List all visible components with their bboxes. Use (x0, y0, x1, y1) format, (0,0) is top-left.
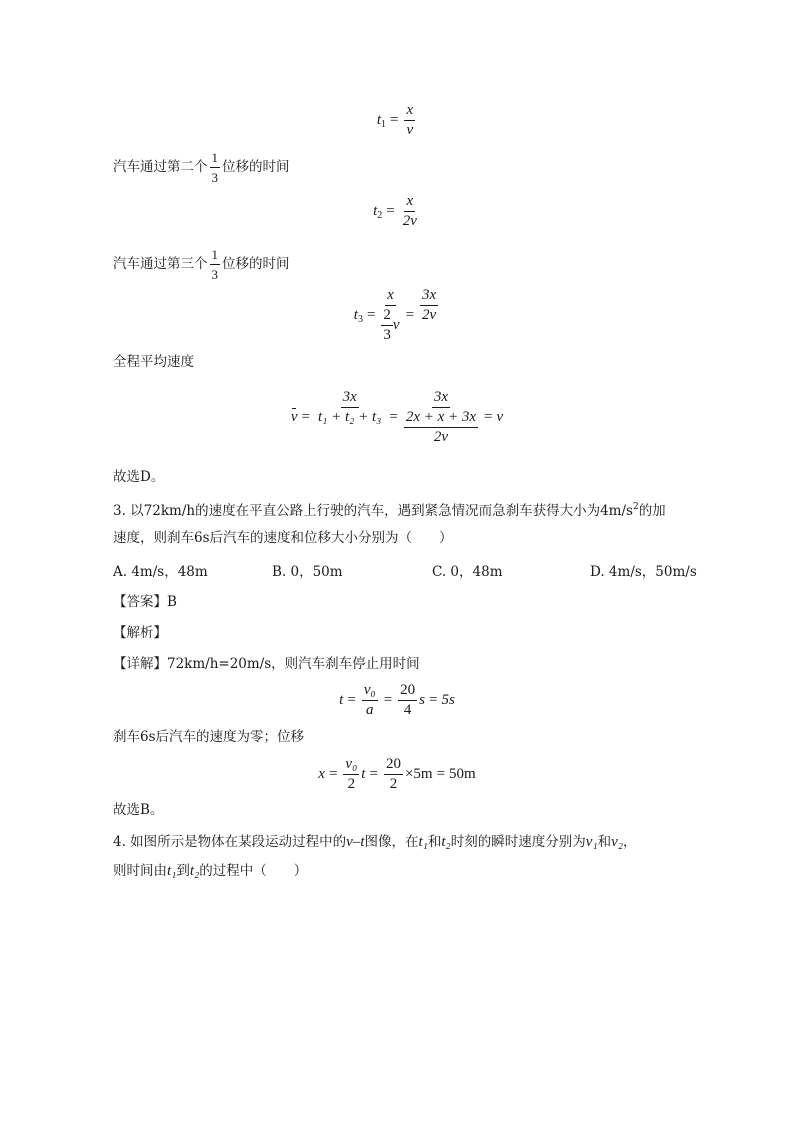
conclusion-b: 故选B。 (113, 802, 164, 818)
q4-line1: 4. 如图所示是物体在某段运动过程中的v–t图像，在t₁和t₂时刻的瞬时速度分别为v₁和v₂， (113, 834, 637, 850)
q3-after-eq1: 刹车6s后汽车的速度为零；位移 (113, 729, 305, 745)
t1-fraction: $\frac{x}{v}$ (406, 102, 414, 138)
q3-line1: 3. 以72km/h的速度在平直公路上行驶的汽车，遇到紧急情况而急刹车获得大小为$4m/s^2$的加 (113, 502, 666, 519)
text-third-third: 汽车通过第三个 $\frac{1}{3}$ 位移的时间 (113, 247, 290, 282)
formula-t2: $t_2$ = $\frac{x}{2v}$ (373, 193, 417, 229)
formula-t3: $t_3$ = x $\frac{2}{3}$ v = $\frac{3x}{2v}$ (353, 287, 437, 343)
q4-line2: 则时间由t₁到t₂的过程中（ ） (113, 863, 308, 879)
q3-option-a: A. 4m/s，48m (113, 564, 208, 580)
conclusion-d: 故选D。 (113, 469, 165, 485)
avg-speed-label: 全程平均速度 (113, 354, 194, 370)
t1-lhs: $t_1$ (376, 111, 387, 130)
formula-average-speed: v = $\frac{3x}{\text{t₁ + t₂ + t₃}}$ = $\frac{3x}{\frac{2x + x + 3x}{2v}}$ = v (290, 389, 504, 445)
formula-t1: $t_1$ = $\frac{x}{v}$ (376, 102, 414, 138)
formula-displacement: x = $\frac{\text{v₀}}{2}$ t = $\frac{20}{2}$ ×5m = 50m (318, 756, 476, 792)
text-second-third: 汽车通过第二个 $\frac{1}{3}$ 位移的时间 (113, 150, 290, 185)
q3-detail: 【详解】72km/h=20m/s，则汽车刹车停止用时间 (113, 656, 420, 672)
q3-analysis: 【解析】 (113, 625, 167, 641)
q3-answer: 【答案】B (113, 594, 177, 610)
q3-line2: 速度，则刹车6s后汽车的速度和位移大小分别为（ ） (113, 530, 453, 546)
q3-option-d: D. 4m/s，50m/s (590, 564, 697, 580)
formula-stop-time: t = $\frac{\text{v₀}}{a}$ = $\frac{20}{4}$ s = 5s (339, 682, 455, 718)
q3-option-c: C. 0，48m (432, 564, 503, 580)
q3-option-b: B. 0，50m (272, 564, 343, 580)
